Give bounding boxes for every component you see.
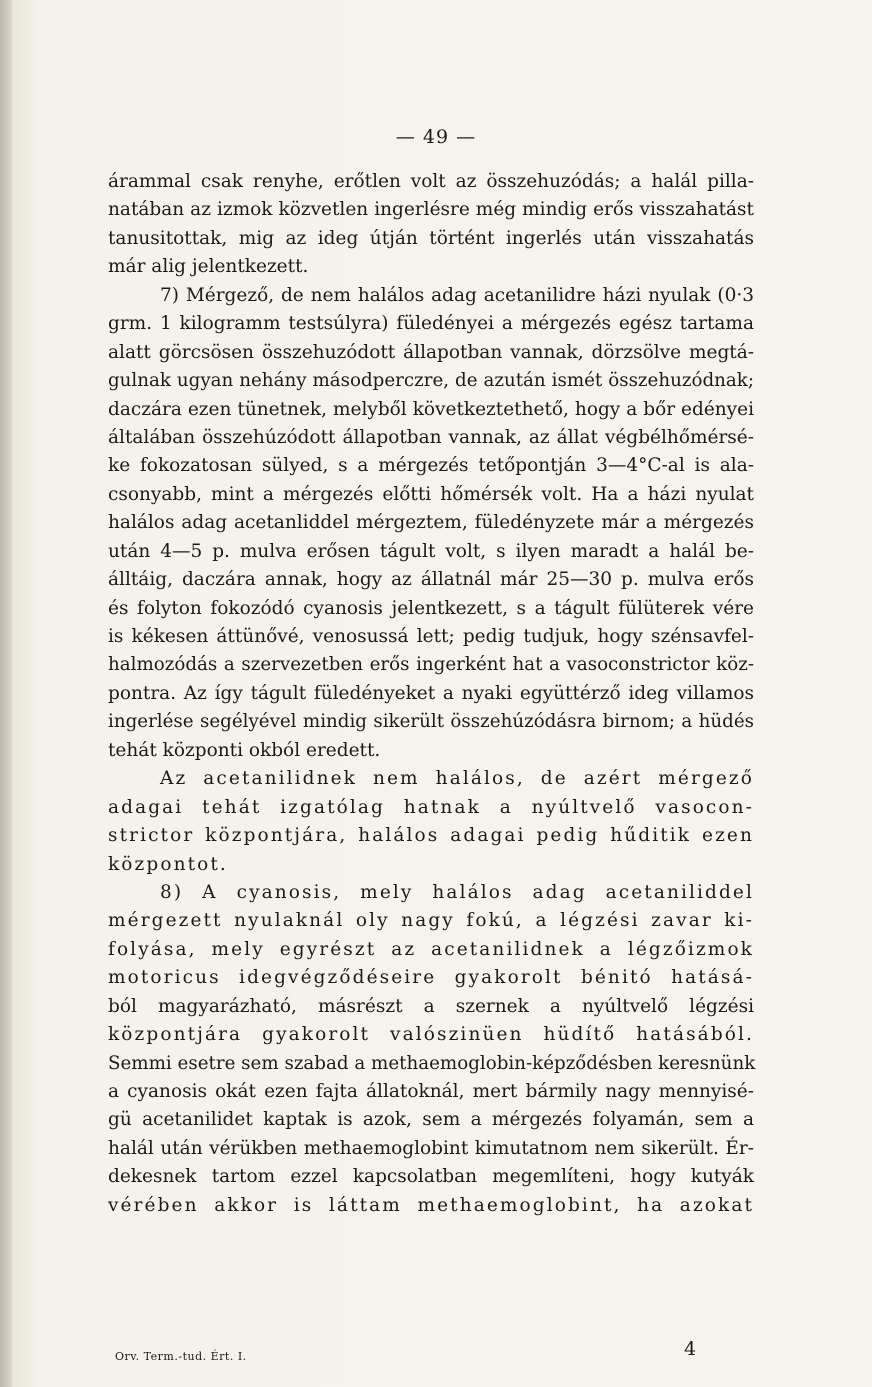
text-line: 7) Mérgező, de nem halálos adag acetanilidre házi nyulak (0·3 [160,284,754,306]
text-line: ingerlése segélyével mindig sikerült összehúzódásra birnom; a hüdés [108,711,754,733]
text-line: központjára gyakorolt valószinüen hüdítő hatásából. [108,1024,754,1046]
text-line: tehát központi okból eredett. [108,739,381,761]
text-line: után 4—5 p. mulva erősen tágult volt, s ilyen maradt a halál be- [108,540,754,562]
text-line: Az acetanilidnek nem halálos, de azért mérgező [160,768,754,790]
text-line: gü acetanilidet kaptak is azok, sem a mérgezés folyamán, sem a [108,1109,754,1131]
text-line: grm. 1 kilogramm testsúlyra) füledényei a mérgezés egész tartama [108,313,754,335]
text-line: vérében akkor is láttam methaemoglobint, ha azokat [108,1194,754,1216]
text-line: strictor központjára, halálos adagai pedig hűditik ezen [108,825,754,847]
text-line: ke fokozatosan sülyed, s a mérgezés tetőpontján 3—4°C-al is ala- [108,455,754,477]
text-line: folyása, mely egyrészt az acetanilidnek a légzőizmok [108,938,754,960]
text-line: daczára ezen tünetnek, melyből következtethető, hogy a bőr edényei [108,398,754,420]
text-line: gulnak ugyan nehány másodperczre, de azután ismét összehuzódnak; [108,370,754,392]
footer-journal-signature: Orv. Term.-tud. Ért. I. [115,1350,247,1363]
text-line: árammal csak renyhe, erőtlen volt az összehuzódás; a halál pilla- [108,171,754,192]
text-line: tanusitottak, mig az ideg útján történt ingerlés után visszahatás [108,227,754,249]
text-line: álltáig, daczára annak, hogy az állatnál már 25—30 p. mulva erős [108,569,754,591]
binding-edge [0,0,12,1387]
text-line: motoricus idegvégződéseire gyakorolt bénitó hatásá- [108,967,754,989]
text-line: mérgezett nyulaknál oly nagy fokú, a légzési zavar ki- [108,910,754,932]
text-line: adagai tehát izgatólag hatnak a nyúltvelő vasocon- [108,796,754,818]
text-line: alatt görcsösen összehuzódott állapotban vannak, dörzsölve megtá- [108,341,754,363]
text-line: ból magyarázható, másrészt a szernek a nyúltvelő légzési [108,995,754,1017]
text-line: is kékesen áttünővé, venosussá lett; pedig tudjuk, hogy szénsavfel- [108,626,754,647]
text-line: már alig jelentkezett. [108,256,309,278]
text-line: általában összehúzódott állapotban vannak, az állat végbélhőmérsé- [108,426,754,448]
page-number: — 49 — [395,126,477,148]
text-line: központot. [108,853,228,875]
text-line: natában az izmok közvetlen ingerlésre még mindig erős visszahatást [108,199,754,221]
text-line: 8) A cyanosis, mely halálos adag acetaniliddel [160,881,754,903]
text-line: és folyton fokozódó cyanosis jelentkezett, s a tágult fülüterek vére [108,597,754,619]
text-line: csonyabb, mint a mérgezés előtti hőmérsék volt. Ha a házi nyulat [108,483,754,505]
text-line: Semmi esetre sem szabad a methaemoglobin-képződésben keresnünk [108,1052,756,1074]
text-line: halál után vérükben methaemoglobint kimutatnom nem sikerült. Ér- [108,1137,754,1159]
text-line: dekesnek tartom ezzel kapcsolatban megemlíteni, hogy kutyák [108,1166,754,1188]
text-line: halálos adag acetanliddel mérgeztem, füledényzete már a mérgezés [108,512,754,534]
text-line: halmozódás a szervezetben erős ingerként hat a vasoconstrictor köz- [108,654,754,676]
text-line: a cyanosis okát ezen fajta állatoknál, mert bármily nagy mennyisé- [108,1081,754,1102]
body-text [108,168,754,1220]
text-line: pontra. Az így tágult füledényeket a nyaki együttérző ideg villamos [108,682,754,704]
footer-sheet-number: 4 [684,1338,697,1360]
